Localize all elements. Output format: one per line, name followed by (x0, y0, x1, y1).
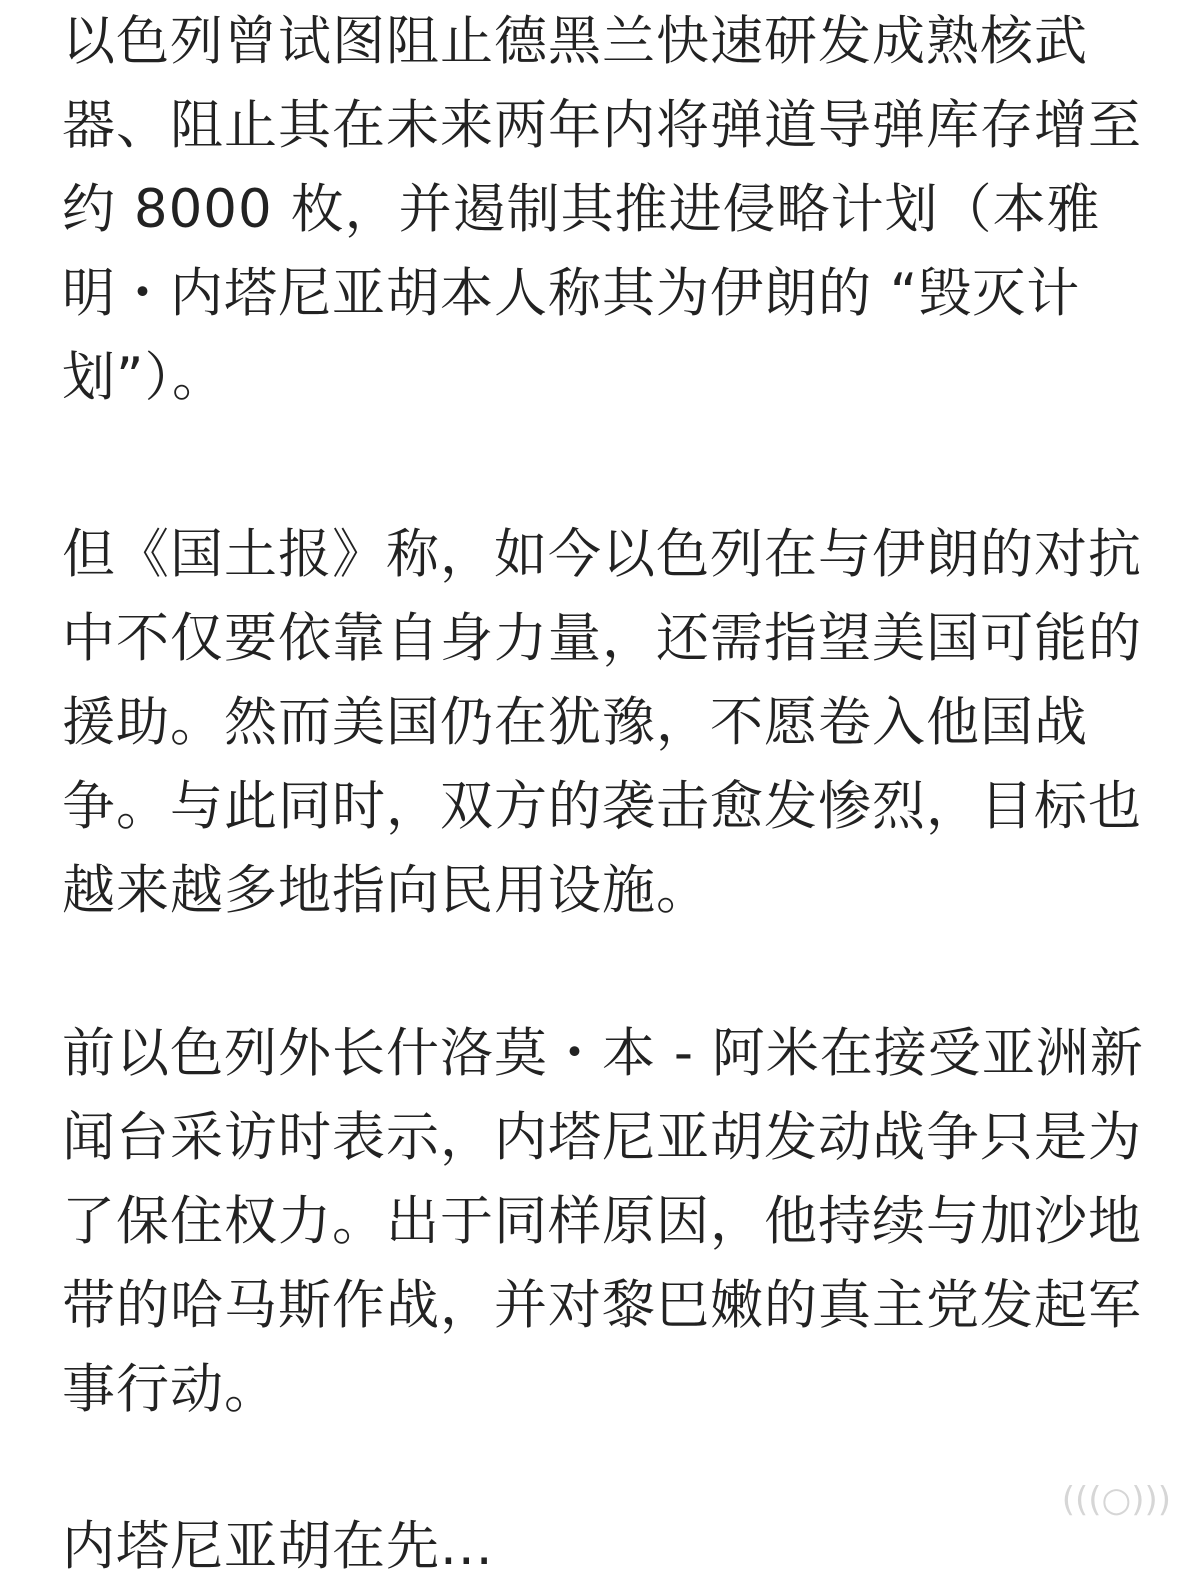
paragraph-2 (62, 513, 1142, 933)
text-line: 器、阻止其在未来两年内将弹道导弹库存增至 (62, 95, 1142, 156)
paragraph-4-partial (62, 1505, 494, 1589)
text-line: 闻台采访时表示，内塔尼亚胡发动战争只是为 (62, 1107, 1142, 1168)
text-line: 明・内塔尼亚胡本人称其为伊朗的 “毁灭计 (62, 263, 1081, 324)
text-line: 事行动。 (62, 1359, 278, 1420)
paragraph-3 (62, 1012, 1144, 1432)
text-line: 了保住权力。出于同样原因，他持续与加沙地 (62, 1191, 1142, 1252)
text-line: 但《国土报》称，如今以色列在与伊朗的对抗 (62, 524, 1142, 585)
watermark-logo: (((○))) (1061, 1480, 1171, 1520)
text-line: 约 8000 枚，并遏制其推进侵略计划（本雅 (62, 179, 1101, 240)
text-line: 划”）。 (62, 347, 226, 408)
paragraph-1 (62, 0, 1142, 420)
text-line: 争。与此同时，双方的袭击愈发惨烈，目标也 (62, 776, 1142, 837)
text-line: 内塔尼亚胡在先... (62, 1516, 494, 1577)
text-line: 援助。然而美国仍在犹豫，不愿卷入他国战 (62, 692, 1088, 753)
text-line: 越来越多地指向民用设施。 (62, 860, 710, 921)
text-line: 前以色列外长什洛莫・本 - 阿米在接受亚洲新 (62, 1023, 1144, 1084)
text-line: 中不仅要依靠自身力量，还需指望美国可能的 (62, 608, 1142, 669)
text-line: 以色列曾试图阻止德黑兰快速研发成熟核武 (62, 11, 1088, 72)
text-line: 带的哈马斯作战，并对黎巴嫩的真主党发起军 (62, 1275, 1142, 1336)
